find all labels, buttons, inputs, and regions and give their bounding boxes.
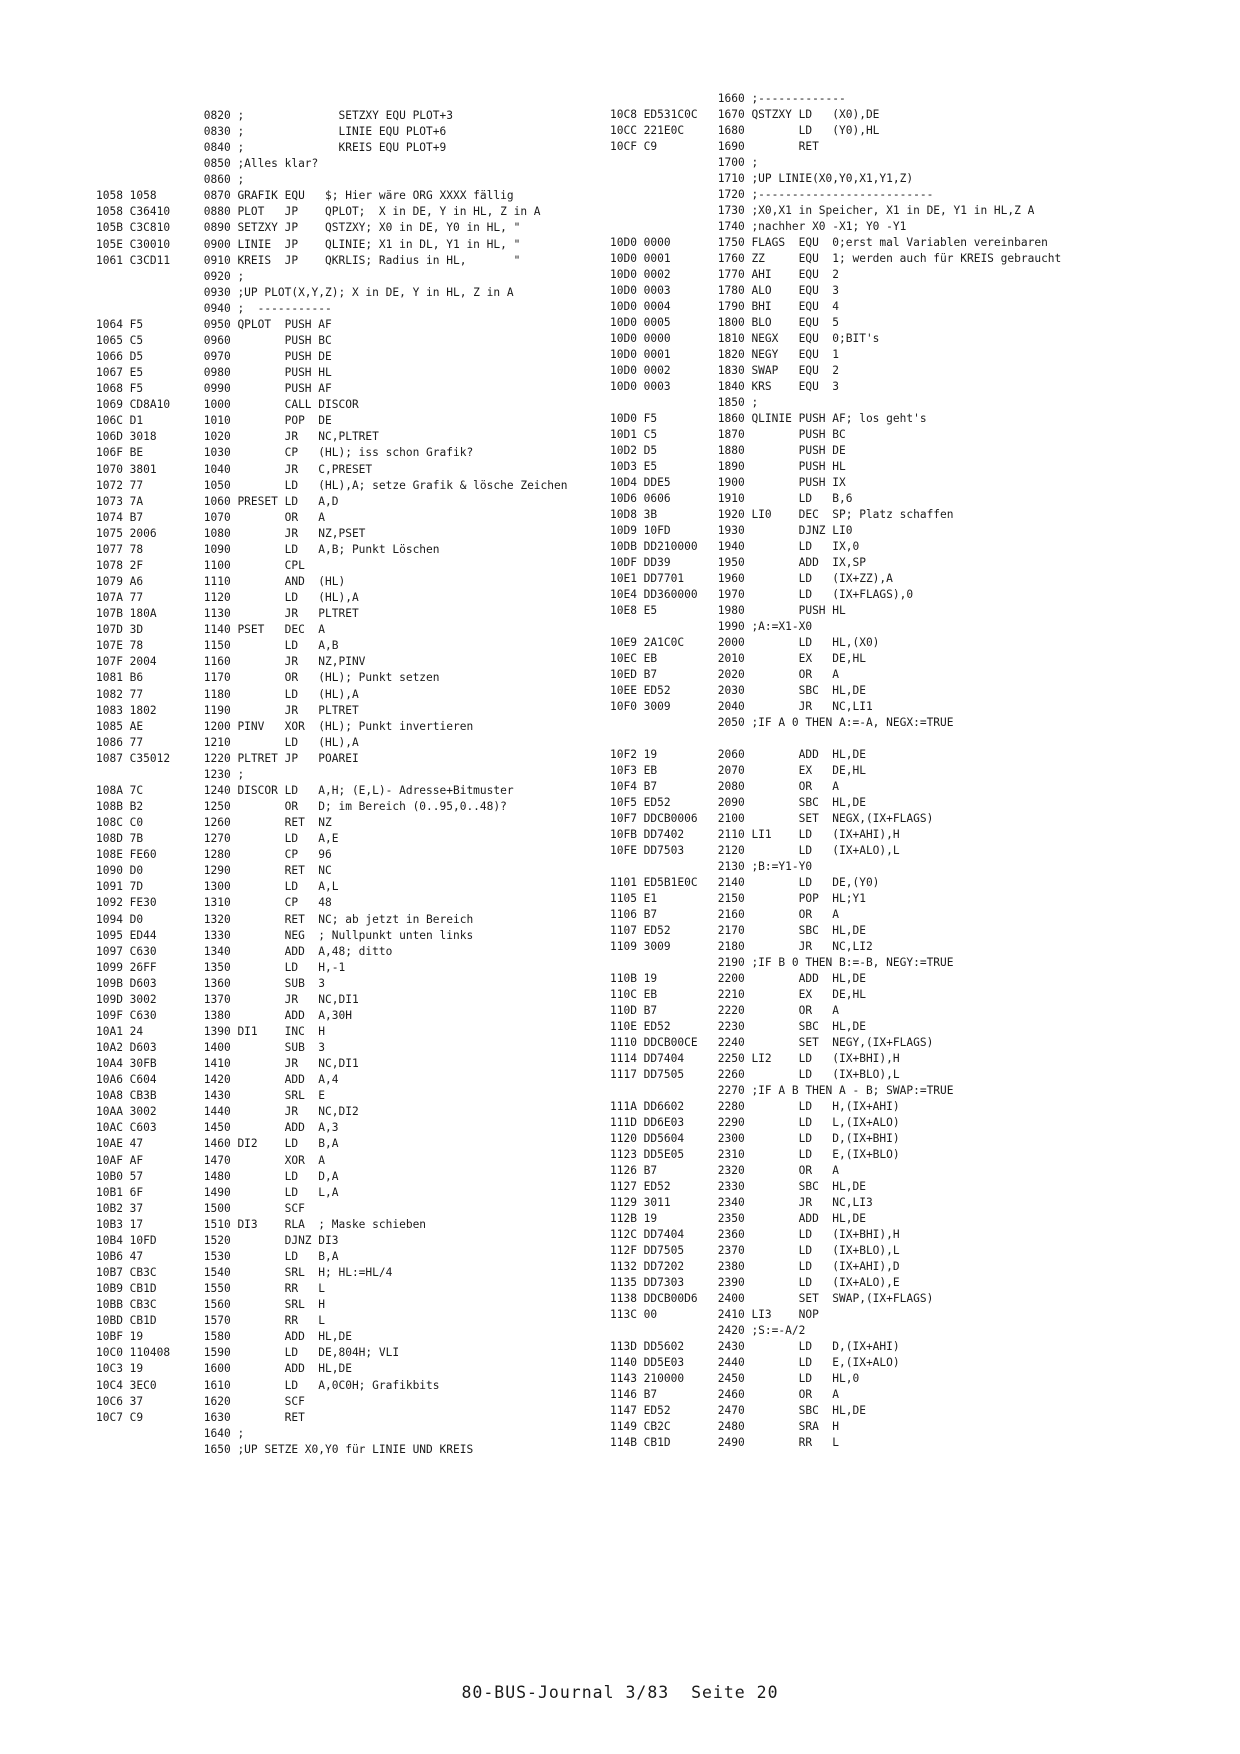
code-line: 1061 C3CD11 0910 KREIS JP QKRLIS; Radius in HL, " bbox=[96, 253, 521, 267]
code-line: 10D9 10FD 1930 DJNZ LI0 bbox=[610, 524, 853, 537]
code-line: 107B 180A 1130 JR PLTRET bbox=[96, 607, 359, 621]
code-line: 10E9 2A1C0C 2000 LD HL,(X0) bbox=[610, 636, 880, 649]
code-line: 10D0 0003 1780 ALO EQU 3 bbox=[610, 284, 840, 297]
code-line: 1740 ;nachher X0 -X1; Y0 -Y1 bbox=[610, 220, 907, 233]
code-line: 10F2 19 2060 ADD HL,DE bbox=[610, 748, 866, 761]
code-line: 1120 DD5604 2300 LD D,(IX+BHI) bbox=[610, 1132, 900, 1145]
code-line: 108D 7B 1270 LD A,E bbox=[96, 832, 339, 846]
code-line: 0840 ; KREIS EQU PLOT+9 bbox=[96, 141, 447, 155]
code-line: 107E 78 1150 LD A,B bbox=[96, 639, 339, 653]
code-line: 1850 ; bbox=[610, 396, 759, 409]
code-line: 1075 2006 1080 JR NZ,PSET bbox=[96, 526, 366, 540]
code-line: 1710 ;UP LINIE(X0,Y0,X1,Y1,Z) bbox=[610, 172, 914, 185]
code-line: 0850 ;Alles klar? bbox=[96, 157, 319, 171]
code-line: 1099 26FF 1350 LD H,-1 bbox=[96, 960, 346, 974]
code-line: 107F 2004 1160 JR NZ,PINV bbox=[96, 655, 366, 669]
code-line: 1087 C35012 1220 PLTRET JP POAREI bbox=[96, 751, 359, 765]
code-line: 0920 ; bbox=[96, 269, 245, 283]
code-line: 108C C0 1260 RET NZ bbox=[96, 816, 332, 830]
code-line: 1117 DD7505 2260 LD (IX+BLO),L bbox=[610, 1068, 900, 1081]
code-line: 1107 ED52 2170 SBC HL,DE bbox=[610, 924, 866, 937]
code-line: 10C8 ED531C0C 1670 QSTZXY LD (X0),DE bbox=[610, 108, 880, 121]
code-line: 1126 B7 2320 OR A bbox=[610, 1164, 840, 1177]
code-line: 1078 2F 1100 CPL bbox=[96, 558, 305, 572]
code-line: 10AE 47 1460 DI2 LD B,A bbox=[96, 1137, 339, 1151]
code-line: 109F C630 1380 ADD A,30H bbox=[96, 1008, 352, 1022]
code-line: 2420 ;S:=-A/2 bbox=[610, 1324, 806, 1337]
code-line: 0820 ; SETZXY EQU PLOT+3 bbox=[96, 109, 453, 122]
code-line: 10D6 0606 1910 LD B,6 bbox=[610, 492, 853, 505]
code-line: 106F BE 1030 CP (HL); iss schon Grafik? bbox=[96, 446, 474, 460]
code-line: 109D 3002 1370 JR NC,DI1 bbox=[96, 992, 359, 1006]
code-line: 1990 ;A:=X1-X0 bbox=[610, 620, 813, 633]
code-line: 1140 DD5E03 2440 LD E,(IX+ALO) bbox=[610, 1356, 900, 1369]
code-line: 1138 DDCB00D6 2400 SET SWAP,(IX+FLAGS) bbox=[610, 1292, 934, 1305]
code-line: 113C 00 2410 LI3 NOP bbox=[610, 1308, 819, 1321]
code-line: 1135 DD7303 2390 LD (IX+ALO),E bbox=[610, 1276, 900, 1289]
code-line: 10C6 37 1620 SCF bbox=[96, 1394, 305, 1408]
code-line: 1086 77 1210 LD (HL),A bbox=[96, 735, 359, 749]
code-line: 1105 E1 2150 POP HL;Y1 bbox=[610, 892, 866, 905]
code-line: 110E ED52 2230 SBC HL,DE bbox=[610, 1020, 866, 1033]
code-line: 112C DD7404 2360 LD (IX+BHI),H bbox=[610, 1228, 900, 1241]
code-line: 1081 B6 1170 OR (HL); Punkt setzen bbox=[96, 671, 440, 685]
code-line: 10D0 F5 1860 QLINIE PUSH AF; los geht's bbox=[610, 412, 927, 425]
code-line: 10B7 CB3C 1540 SRL H; HL:=HL/4 bbox=[96, 1266, 393, 1280]
code-line: 1067 E5 0980 PUSH HL bbox=[96, 366, 332, 380]
code-line: 1077 78 1090 LD A,B; Punkt Löschen bbox=[96, 542, 440, 556]
code-line: 10DF DD39 1950 ADD IX,SP bbox=[610, 556, 866, 569]
code-line: 10D0 0000 1750 FLAGS EQU 0;erst mal Variablen vereinbaren bbox=[610, 236, 1048, 249]
code-line: 1058 1058 0870 GRAFIK EQU $; Hier wäre ORG XXXX fällig bbox=[96, 189, 514, 203]
code-line: 10D0 0005 1800 BLO EQU 5 bbox=[610, 316, 840, 329]
code-line: 1066 D5 0970 PUSH DE bbox=[96, 350, 332, 364]
code-line: 1094 D0 1320 RET NC; ab jetzt in Bereich bbox=[96, 912, 474, 926]
code-line: 1073 7A 1060 PRESET LD A,D bbox=[96, 494, 339, 508]
code-line: 10CF C9 1690 RET bbox=[610, 140, 819, 153]
code-line: 108B B2 1250 OR D; im Bereich (0..95,0..48)? bbox=[96, 800, 507, 813]
code-line: 1070 3801 1040 JR C,PRESET bbox=[96, 462, 373, 476]
code-line: 1068 F5 0990 PUSH AF bbox=[96, 382, 332, 396]
code-line: 10BD CB1D 1570 RR L bbox=[96, 1314, 326, 1328]
code-line: 10ED B7 2020 OR A bbox=[610, 668, 840, 681]
code-line: 10EE ED52 2030 SBC HL,DE bbox=[610, 684, 866, 697]
code-line: 1149 CB2C 2480 SRA H bbox=[610, 1420, 840, 1433]
code-line: 2130 ;B:=Y1-Y0 bbox=[610, 860, 813, 873]
code-line: 10DB DD210000 1940 LD IX,0 bbox=[610, 540, 860, 553]
code-line: 10EC EB 2010 EX DE,HL bbox=[610, 652, 866, 665]
code-line: 1123 DD5E05 2310 LD E,(IX+BLO) bbox=[610, 1148, 900, 1161]
code-line: 110C EB 2210 EX DE,HL bbox=[610, 988, 866, 1001]
code-line: 1069 CD8A10 1000 CALL DISCOR bbox=[96, 398, 359, 412]
code-line: 1079 A6 1110 AND (HL) bbox=[96, 575, 346, 589]
code-line: 10E8 E5 1980 PUSH HL bbox=[610, 604, 846, 617]
code-line: 10C7 C9 1630 RET bbox=[96, 1410, 305, 1424]
code-line: 10F3 EB 2070 EX DE,HL bbox=[610, 764, 866, 777]
code-line: 1129 3011 2340 JR NC,LI3 bbox=[610, 1196, 873, 1209]
code-line: 1132 DD7202 2380 LD (IX+AHI),D bbox=[610, 1260, 900, 1273]
code-line: 10A4 30FB 1410 JR NC,DI1 bbox=[96, 1057, 359, 1071]
code-line: 1101 ED5B1E0C 2140 LD DE,(Y0) bbox=[610, 876, 880, 889]
code-line: 2270 ;IF A B THEN A - B; SWAP:=TRUE bbox=[610, 1084, 954, 1097]
code-line: 1090 D0 1290 RET NC bbox=[96, 864, 332, 878]
code-line: 10D0 0002 1770 AHI EQU 2 bbox=[610, 268, 840, 281]
code-line: 10F4 B7 2080 OR A bbox=[610, 780, 840, 793]
code-line: 10C0 110408 1590 LD DE,804H; VLI bbox=[96, 1346, 400, 1360]
code-line: 10A8 CB3B 1430 SRL E bbox=[96, 1089, 326, 1103]
code-line: 2190 ;IF B 0 THEN B:=-B, NEGY:=TRUE bbox=[610, 956, 954, 969]
code-line: 1091 7D 1300 LD A,L bbox=[96, 880, 339, 894]
code-line: 1085 AE 1200 PINV XOR (HL); Punkt invertieren bbox=[96, 719, 474, 733]
code-line: 10AF AF 1470 XOR A bbox=[96, 1153, 326, 1167]
code-line: 10F0 3009 2040 JR NC,LI1 bbox=[610, 700, 873, 713]
code-line: 10D0 0000 1810 NEGX EQU 0;BIT's bbox=[610, 332, 880, 345]
code-line: 1720 ;-------------------------- bbox=[610, 188, 934, 201]
code-line: 112B 19 2350 ADD HL,DE bbox=[610, 1212, 866, 1225]
code-line: 105B C3C810 0890 SETZXY JP QSTZXY; X0 in DE, Y0 in HL, " bbox=[96, 221, 521, 235]
code-line: 10FB DD7402 2110 LI1 LD (IX+AHI),H bbox=[610, 828, 900, 841]
code-line: 10E4 DD360000 1970 LD (IX+FLAGS),0 bbox=[610, 588, 914, 601]
code-line: 10E1 DD7701 1960 LD (IX+ZZ),A bbox=[610, 572, 893, 585]
code-line: 10AA 3002 1440 JR NC,DI2 bbox=[96, 1105, 359, 1119]
code-line: 1095 ED44 1330 NEG ; Nullpunkt unten links bbox=[96, 928, 474, 942]
code-line: 110D B7 2220 OR A bbox=[610, 1004, 840, 1017]
code-line: 10AC C603 1450 ADD A,3 bbox=[96, 1121, 339, 1135]
code-line: 109B D603 1360 SUB 3 bbox=[96, 976, 326, 990]
code-line: 1082 77 1180 LD (HL),A bbox=[96, 687, 359, 701]
code-line: 10B9 CB1D 1550 RR L bbox=[96, 1282, 326, 1296]
code-line: 107D 3D 1140 PSET DEC A bbox=[96, 623, 326, 637]
code-line: 10A1 24 1390 DI1 INC H bbox=[96, 1024, 326, 1038]
code-line: 1110 DDCB00CE 2240 SET NEGY,(IX+FLAGS) bbox=[610, 1036, 934, 1049]
code-line: 110B 19 2200 ADD HL,DE bbox=[610, 972, 866, 985]
code-line: 10FE DD7503 2120 LD (IX+ALO),L bbox=[610, 844, 900, 857]
code-line: 10D3 E5 1890 PUSH HL bbox=[610, 460, 846, 473]
code-line: 1230 ; bbox=[96, 767, 245, 781]
code-line: 2050 ;IF A 0 THEN A:=-A, NEGX:=TRUE bbox=[610, 716, 954, 729]
code-line: 10F7 DDCB0006 2100 SET NEGX,(IX+FLAGS) bbox=[610, 812, 934, 825]
code-line: 1106 B7 2160 OR A bbox=[610, 908, 840, 921]
code-line: 10C3 19 1600 ADD HL,DE bbox=[96, 1362, 352, 1376]
code-line: 0940 ; ----------- bbox=[96, 301, 332, 315]
code-line: 1127 ED52 2330 SBC HL,DE bbox=[610, 1180, 866, 1193]
code-line: 1147 ED52 2470 SBC HL,DE bbox=[610, 1404, 866, 1417]
code-line: 10D1 C5 1870 PUSH BC bbox=[610, 428, 846, 441]
code-line: 10F5 ED52 2090 SBC HL,DE bbox=[610, 796, 866, 809]
code-line: 1109 3009 2180 JR NC,LI2 bbox=[610, 940, 873, 953]
code-line: 10BB CB3C 1560 SRL H bbox=[96, 1298, 326, 1312]
code-line: 1640 ; bbox=[96, 1426, 245, 1440]
code-line: 1730 ;X0,X1 in Speicher, X1 in DE, Y1 in HL,Z A bbox=[610, 204, 1035, 217]
code-line: 0930 ;UP PLOT(X,Y,Z); X in DE, Y in HL, Z in A bbox=[96, 285, 514, 299]
code-line: 0860 ; bbox=[96, 173, 245, 187]
code-line: 1072 77 1050 LD (HL),A; setze Grafik & lösche Zeichen bbox=[96, 478, 568, 492]
code-line: 111D DD6E03 2290 LD L,(IX+ALO) bbox=[610, 1116, 900, 1129]
code-line: 108E FE60 1280 CP 96 bbox=[96, 848, 332, 862]
code-line: 113D DD5602 2430 LD D,(IX+AHI) bbox=[610, 1340, 900, 1353]
code-line: 106C D1 1010 POP DE bbox=[96, 414, 332, 428]
code-line: 1146 B7 2460 OR A bbox=[610, 1388, 840, 1401]
code-line: 10CC 221E0C 1680 LD (Y0),HL bbox=[610, 124, 880, 137]
code-line: 1700 ; bbox=[610, 156, 759, 169]
code-line: 1650 ;UP SETZE X0,Y0 für LINIE UND KREIS bbox=[96, 1442, 474, 1456]
code-line: 1097 C630 1340 ADD A,48; ditto bbox=[96, 944, 393, 958]
code-line: 10D2 D5 1880 PUSH DE bbox=[610, 444, 846, 457]
code-line: 10A6 C604 1420 ADD A,4 bbox=[96, 1073, 339, 1087]
code-line: 108A 7C 1240 DISCOR LD A,H; (E,L)- Adresse+Bitmuster bbox=[96, 783, 514, 797]
code-line: 114B CB1D 2490 RR L bbox=[610, 1436, 840, 1449]
code-line: 10B0 57 1480 LD D,A bbox=[96, 1169, 339, 1183]
code-line: 105E C30010 0900 LINIE JP QLINIE; X1 in DL, Y1 in HL, " bbox=[96, 237, 521, 251]
code-line: 1065 C5 0960 PUSH BC bbox=[96, 333, 332, 347]
code-line: 10B3 17 1510 DI3 RLA ; Maske schieben bbox=[96, 1217, 427, 1231]
code-line: 106D 3018 1020 JR NC,PLTRET bbox=[96, 430, 379, 444]
code-line: 10BF 19 1580 ADD HL,DE bbox=[96, 1330, 352, 1344]
code-line: 10D0 0002 1830 SWAP EQU 2 bbox=[610, 364, 840, 377]
code-line: 10C4 3EC0 1610 LD A,0C0H; Grafikbits bbox=[96, 1378, 440, 1392]
code-line: 1143 210000 2450 LD HL,0 bbox=[610, 1372, 860, 1385]
code-line: 10B6 47 1530 LD B,A bbox=[96, 1249, 339, 1263]
code-line: 10A2 D603 1400 SUB 3 bbox=[96, 1041, 326, 1055]
code-line: 1083 1802 1190 JR PLTRET bbox=[96, 703, 359, 717]
code-line: 10D0 0004 1790 BHI EQU 4 bbox=[610, 300, 840, 313]
code-line: 10D8 3B 1920 LI0 DEC SP; Platz schaffen bbox=[610, 508, 954, 521]
code-line: 1064 F5 0950 QPLOT PUSH AF bbox=[96, 317, 332, 331]
code-line: 1114 DD7404 2250 LI2 LD (IX+BHI),H bbox=[610, 1052, 900, 1065]
code-line: 112F DD7505 2370 LD (IX+BLO),L bbox=[610, 1244, 900, 1257]
code-line: 111A DD6602 2280 LD H,(IX+AHI) bbox=[610, 1100, 900, 1113]
code-line: 1058 C36410 0880 PLOT JP QPLOT; X in DE, Y in HL, Z in A bbox=[96, 205, 541, 219]
code-line: 10D0 0001 1760 ZZ EQU 1; werden auch für KREIS gebraucht bbox=[610, 252, 1062, 265]
code-line: 10D0 0003 1840 KRS EQU 3 bbox=[610, 380, 840, 393]
code-line: 1074 B7 1070 OR A bbox=[96, 510, 326, 524]
code-line: 10D4 DDE5 1900 PUSH IX bbox=[610, 476, 846, 489]
code-line: 10B2 37 1500 SCF bbox=[96, 1201, 305, 1215]
code-line: 10B4 10FD 1520 DJNZ DI3 bbox=[96, 1233, 339, 1247]
code-line: 107A 77 1120 LD (HL),A bbox=[96, 591, 359, 605]
code-line: 1660 ;------------- bbox=[610, 92, 846, 105]
code-line: 10D0 0001 1820 NEGY EQU 1 bbox=[610, 348, 840, 361]
page-footer: 80-BUS-Journal 3/83 Seite 20 bbox=[461, 1683, 779, 1702]
code-line: 10B1 6F 1490 LD L,A bbox=[96, 1185, 339, 1199]
code-line: 0830 ; LINIE EQU PLOT+6 bbox=[96, 125, 447, 139]
code-line: 1092 FE30 1310 CP 48 bbox=[96, 896, 332, 910]
